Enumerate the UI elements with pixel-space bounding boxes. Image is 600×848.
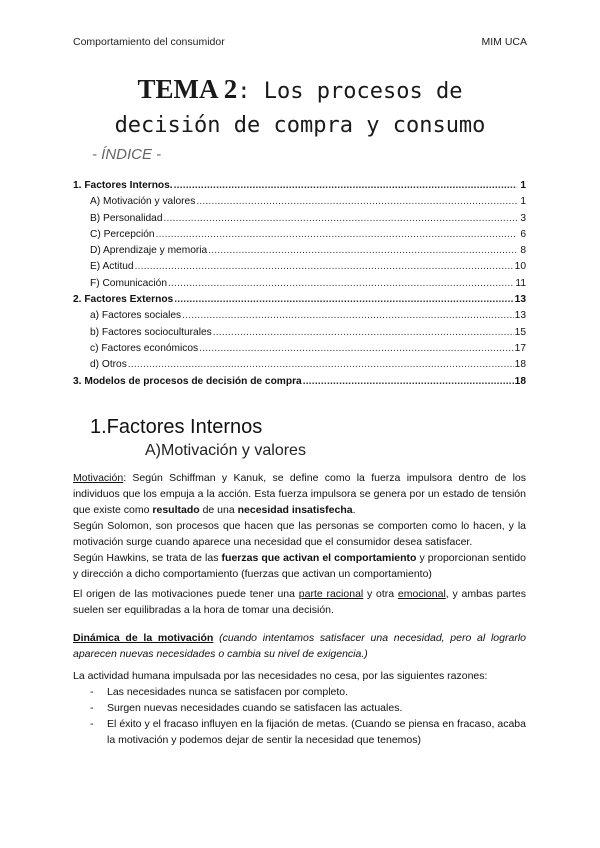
p4-underline-racional: parte racional (298, 588, 364, 600)
p4-text-a: El origen de las motivaciones puede tener una (73, 588, 299, 600)
toc-entry[interactable] (73, 343, 526, 359)
toc-entry[interactable] (73, 310, 526, 326)
toc-entry-label: d) Otros (90, 359, 127, 371)
index-label: - ÍNDICE - (92, 146, 162, 163)
toc-entry-label: B) Personalidad (90, 212, 163, 224)
list-item: - El éxito y el fracaso influyen en la fijación de metas. (Cuando se piensa en fracaso, acaba la motivación y podemos dejar de sentir la necesidad que tenemos) (73, 716, 526, 748)
title-tema: TEMA 2 (137, 74, 238, 104)
toc-leader-dots (135, 261, 514, 272)
p1-bold-necesidad: necesidad insatisfecha (237, 504, 353, 516)
reasons-list (73, 684, 526, 748)
toc-entry-label: 1. Factores Internos. (73, 180, 173, 191)
toc-entry-label: b) Factores socioculturales (90, 326, 212, 338)
p3-bold: fuerzas que activan el comportamiento (221, 552, 417, 564)
title-colon: : (237, 79, 251, 104)
toc-entry-page: 17 (514, 342, 526, 354)
toc-entry[interactable] (73, 294, 526, 310)
header-institution: MIM UCA (481, 36, 527, 48)
paragraph-actividad: La actividad humana impulsada por las necesidades no cesa, por las siguientes razones: (73, 670, 488, 682)
toc-entry[interactable] (73, 359, 526, 375)
p1-text-d: . (352, 504, 356, 516)
toc-entry-page: 3 (520, 212, 526, 224)
term-dinamica: Dinámica de la motivación (73, 632, 214, 644)
header-course-title: Comportamiento del consumidor (73, 36, 225, 48)
toc-entry[interactable] (73, 376, 526, 392)
section-heading: 1.Factores Internos (90, 416, 263, 438)
reasons-list-container (73, 684, 526, 748)
toc-entry[interactable] (73, 229, 526, 245)
toc-leader-dots (168, 278, 514, 289)
title-line2: decisión de compra y consumo (114, 113, 486, 138)
toc-entry-label: C) Percepción (90, 228, 155, 240)
toc-entry-page: 1 (520, 196, 526, 208)
paragraph-dinamica (73, 630, 526, 662)
paragraph-motivacion (73, 470, 526, 518)
toc-entry-page: 6 (520, 228, 526, 240)
toc-entry-page: 15 (514, 326, 526, 338)
title-line1: Los procesos de (250, 79, 463, 104)
p3-text-a: Según Hawkins, se trata de las (73, 552, 222, 564)
toc-leader-dots (156, 229, 517, 240)
toc-entry-page: 8 (520, 245, 526, 257)
term-motivacion: Motivación (73, 472, 124, 484)
toc-entry-label: F) Comunicación (90, 277, 167, 289)
toc-entry-page: 18 (514, 375, 526, 387)
toc-entry-page: 11 (515, 277, 526, 289)
p4-text-c: , y ambas partes suelen ser equilibradas a la hora de tomar una decisión. (73, 588, 526, 616)
toc-entry-label: A) Motivación y valores (90, 196, 196, 208)
list-item: - Las necesidades nunca se satisfacen por completo. (73, 684, 526, 700)
dinamica-note: (cuando intentamos satisfacer una necesidad, pero al lograrlo aparecen nuevas necesidades o cambia su nivel de exigencia.) (73, 632, 526, 660)
p1-text-a: : Según Schiffman y Kanuk, se define como la fuerza impulsora dentro de los individuos que los empuja a la acción. Esta fuerza impulsora se genera por un estado de tensión que existe como (73, 472, 526, 516)
toc-entry[interactable] (73, 213, 526, 229)
paragraph-solomon: Según Solomon, son procesos que hacen que las personas se comporten como lo hacen, y la motivación surge cuando aparece una necesidad que el consumidor desea satisfacer. (73, 520, 526, 548)
toc-leader-dots (213, 327, 514, 338)
toc-entry[interactable] (73, 196, 526, 212)
table-of-contents (73, 180, 526, 392)
toc-entry-page: 13 (514, 310, 526, 322)
toc-leader-dots (303, 376, 514, 387)
toc-entry-page: 13 (514, 294, 526, 306)
paragraph-origen (73, 586, 526, 618)
toc-leader-dots (128, 359, 514, 370)
toc-leader-dots (174, 294, 513, 305)
paragraph-hawkins (73, 550, 526, 582)
toc-leader-dots (174, 180, 517, 191)
toc-entry-page: 1 (520, 180, 526, 191)
toc-leader-dots (199, 343, 514, 354)
toc-entry[interactable] (73, 278, 526, 294)
toc-leader-dots (182, 310, 514, 321)
toc-entry-label: E) Actitud (90, 261, 134, 273)
toc-entry-label: D) Aprendizaje y memoria (90, 245, 208, 257)
toc-leader-dots (164, 213, 518, 224)
toc-entry[interactable] (73, 327, 526, 343)
toc-leader-dots (196, 196, 517, 207)
p4-underline-emocional: emocional (397, 588, 446, 600)
toc-entry-label: 2. Factores Externos (73, 294, 174, 306)
toc-entry[interactable] (73, 261, 526, 277)
toc-entry[interactable] (73, 245, 526, 261)
toc-entry-page: 10 (514, 261, 526, 273)
toc-entry-page: 18 (514, 359, 526, 371)
document-title (0, 72, 600, 143)
toc-entry-label: a) Factores sociales (90, 310, 182, 322)
subsection-heading: A)Motivación y valores (145, 442, 306, 459)
p1-text-c: de una (199, 504, 238, 516)
toc-leader-dots (208, 245, 517, 256)
toc-entry-label: c) Factores económicos (90, 342, 199, 354)
toc-entry-label: 3. Modelos de procesos de decisión de compra (73, 375, 302, 387)
p1-bold-resultado: resultado (152, 504, 200, 516)
toc-entry[interactable] (73, 180, 526, 196)
p4-text-b: y otra (363, 588, 398, 600)
list-item: - Surgen nuevas necesidades cuando se satisfacen las actuales. (73, 700, 526, 716)
p3-text-c: y proporcionan sentido y dirección a dicho comportamiento (fuerzas que activan un comportamiento) (73, 552, 526, 580)
